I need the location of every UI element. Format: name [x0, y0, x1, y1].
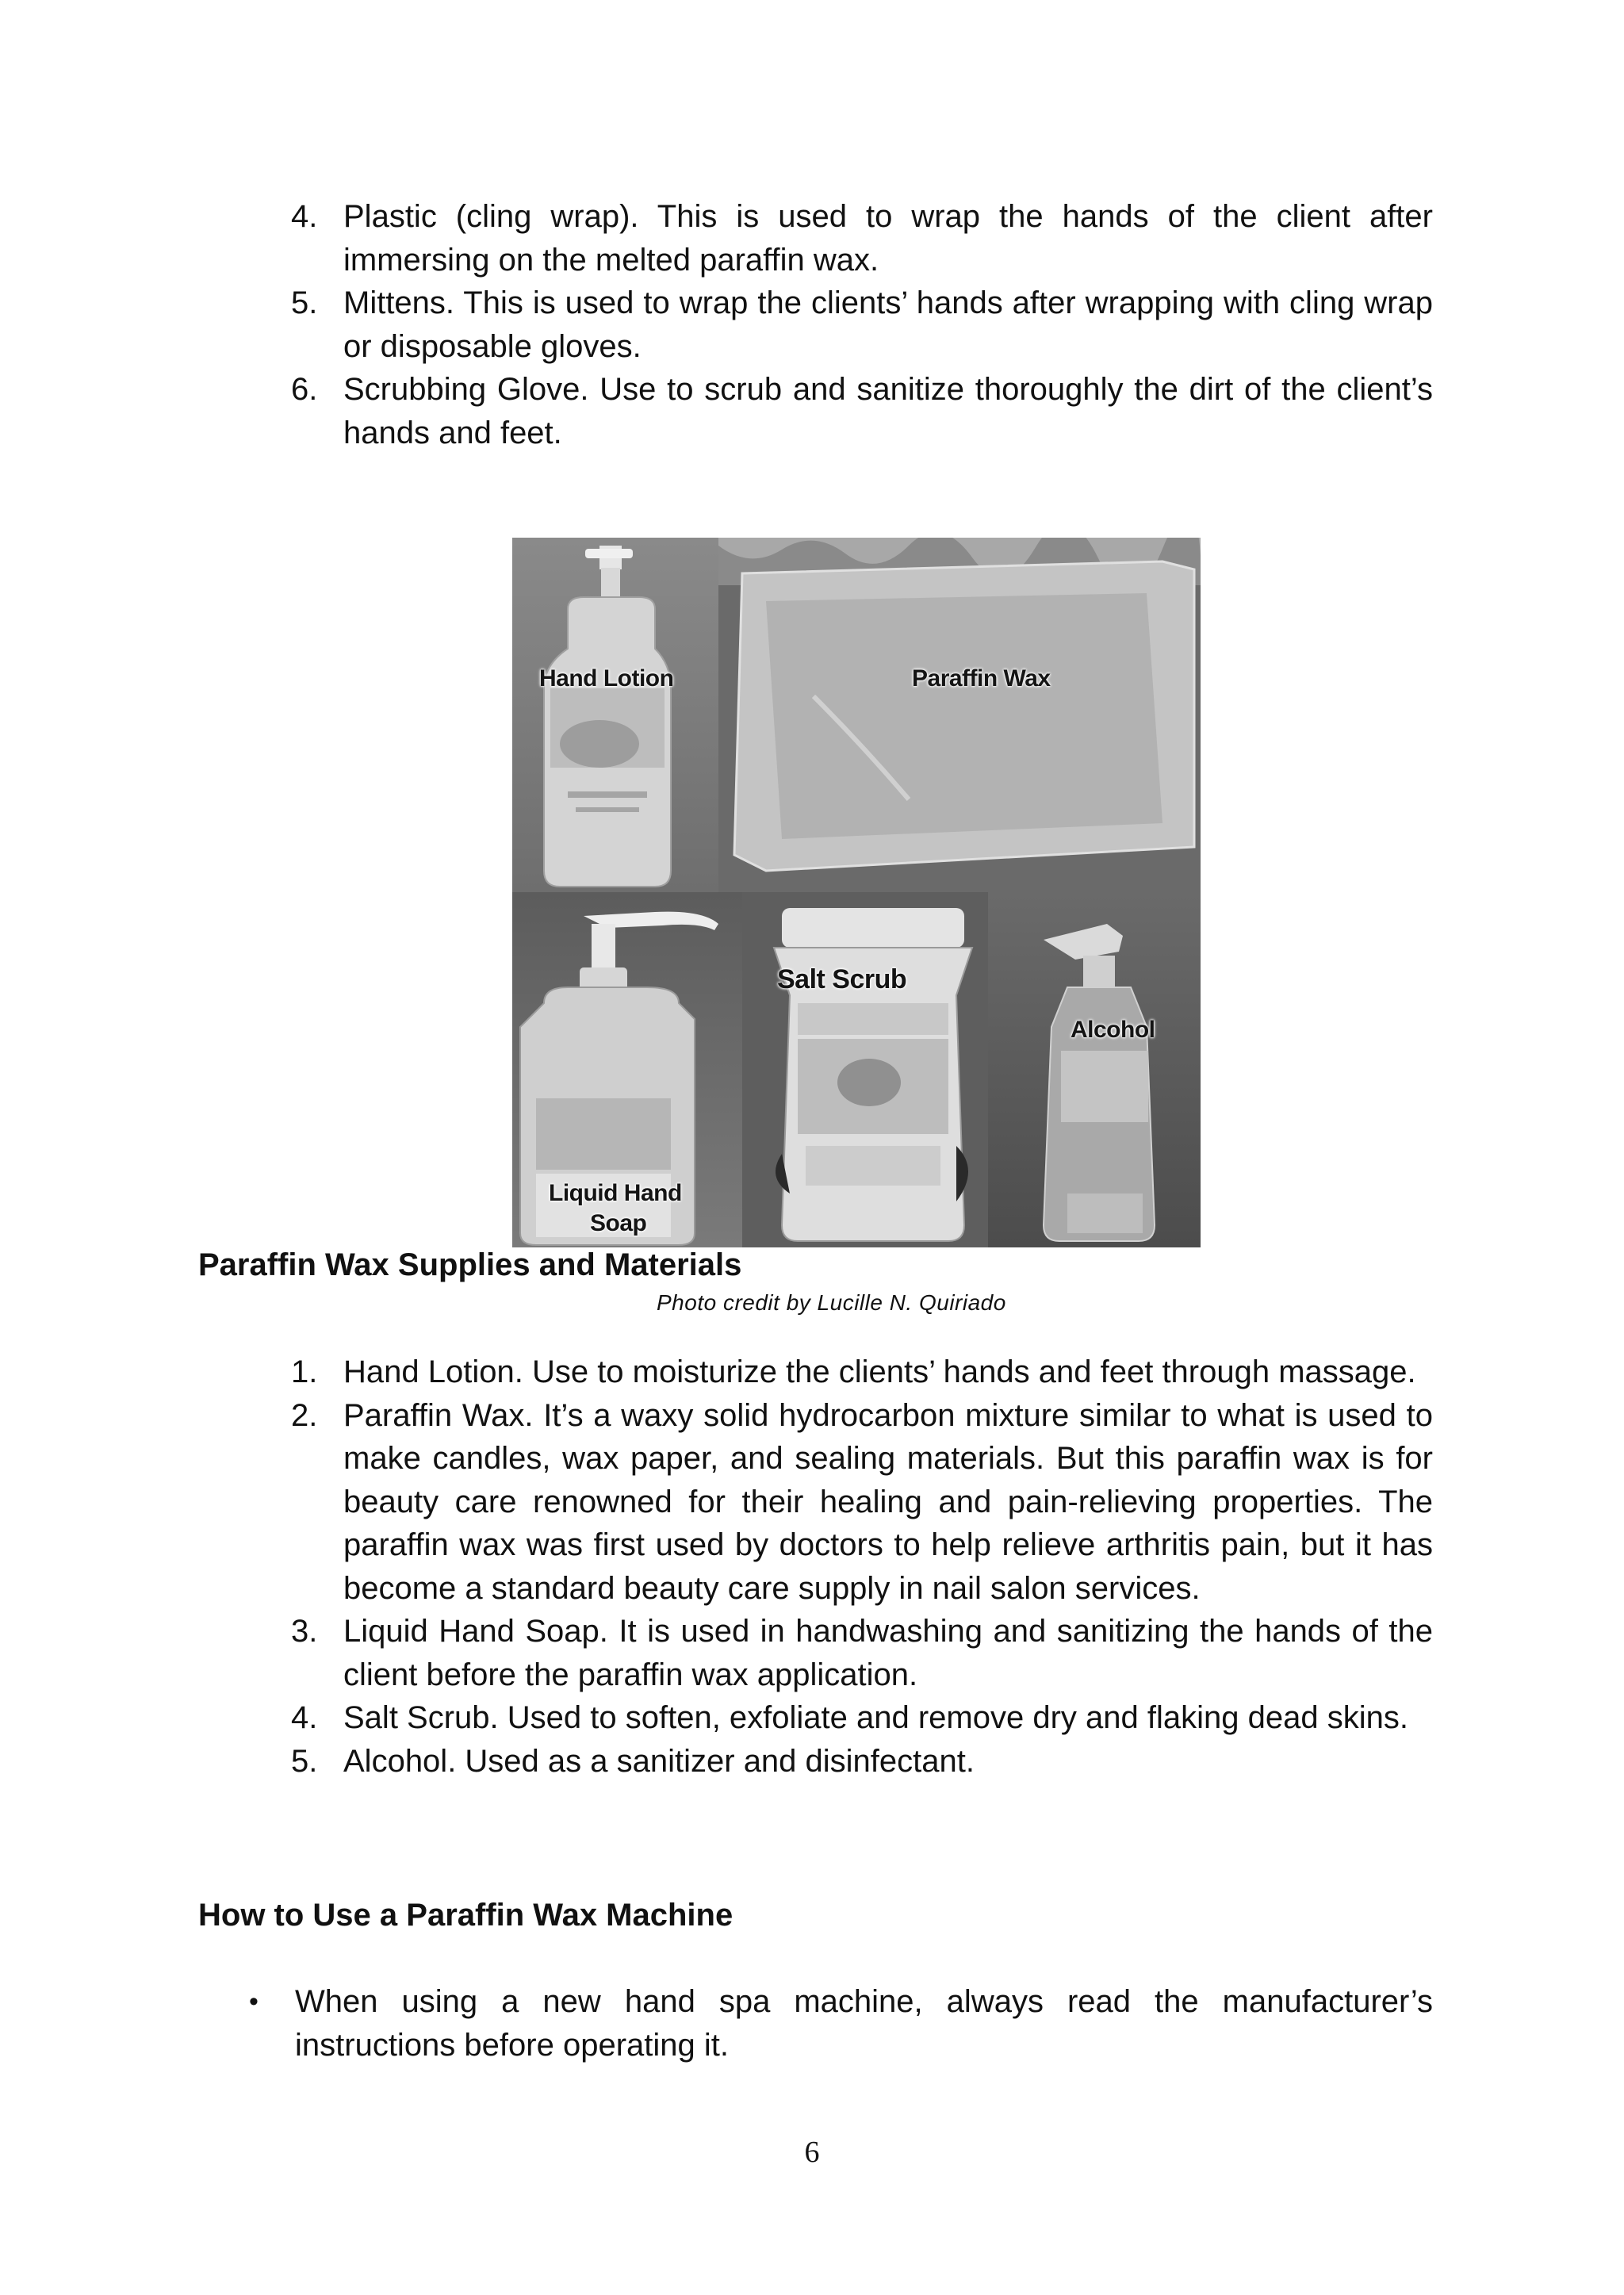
- paraffin-wax-label: Paraffin Wax: [912, 665, 1051, 692]
- page-number: 6: [804, 2136, 820, 2169]
- salt-scrub-label: Salt Scrub: [777, 964, 907, 994]
- salt-scrub-jar-icon: [742, 892, 988, 1247]
- salt-scrub-photo: [742, 892, 988, 1247]
- instructions-bullet-list: [247, 1980, 1433, 2067]
- list-item: 6. Scrubbing Glove. Use to scrub and sanitize thoroughly the dirt of the client’s hands and feet.: [291, 372, 1433, 450]
- supplies-list: [291, 1351, 1433, 1783]
- bullet-item: • When using a new hand spa machine, always read the manufacturer’s instructions before operating it.: [247, 1980, 1433, 2067]
- figure-heading: Paraffin Wax Supplies and Materials: [198, 1247, 742, 1282]
- section-heading: How to Use a Paraffin Wax Machine: [198, 1898, 733, 1933]
- list-item: 1. Hand Lotion. Use to moisturize the clients’ hands and feet through massage.: [291, 1354, 1416, 1389]
- paraffin-block-icon: [718, 538, 1201, 892]
- photo-credit-caption: Photo credit by Lucille N. Quiriado: [657, 1290, 1006, 1315]
- alcohol-photo: [988, 892, 1201, 1247]
- list-item: 5. Mittens. This is used to wrap the clients’ hands after wrapping with cling wrap or disposable gloves.: [291, 285, 1433, 364]
- list-item: 4. Plastic (cling wrap). This is used to wrap the hands of the client after immersing on the melted paraffin wax.: [291, 199, 1433, 278]
- alcohol-label: Alcohol: [1071, 1017, 1155, 1043]
- list-item: 3. Liquid Hand Soap. It is used in handwashing and sanitizing the hands of the client before the paraffin wax application.: [291, 1614, 1433, 1692]
- bullet-icon: •: [249, 1987, 259, 2017]
- liquid-hand-label: Liquid Hand: [549, 1180, 682, 1206]
- alcohol-spray-bottle-icon: [988, 892, 1201, 1247]
- list-item: 5. Alcohol. Used as a sanitizer and disinfectant.: [291, 1743, 975, 1779]
- hand-lotion-label: Hand Lotion: [539, 665, 674, 692]
- list-item: 2. Paraffin Wax. It’s a waxy solid hydrocarbon mixture similar to what is used to make candles, wax paper, and sealing materials. But this paraffin wax is for beauty care renowned for their healing and pain-relieving properties. The paraffin wax was first used by doctors to help relieve arthritis pain, but it has become a standard beauty care supply in nail salon services.: [291, 1397, 1433, 1606]
- soap-label: Soap: [590, 1210, 647, 1236]
- lotion-bottle-icon: [512, 538, 718, 892]
- supplies-photo-collage: [512, 538, 1201, 1247]
- liquid-hand-soap-photo: [512, 892, 742, 1247]
- list-item: 4. Salt Scrub. Used to soften, exfoliate and remove dry and flaking dead skins.: [291, 1700, 1408, 1735]
- hand-lotion-photo: [512, 538, 718, 892]
- materials-list-continued: [291, 195, 1433, 454]
- paraffin-wax-photo: [718, 538, 1201, 892]
